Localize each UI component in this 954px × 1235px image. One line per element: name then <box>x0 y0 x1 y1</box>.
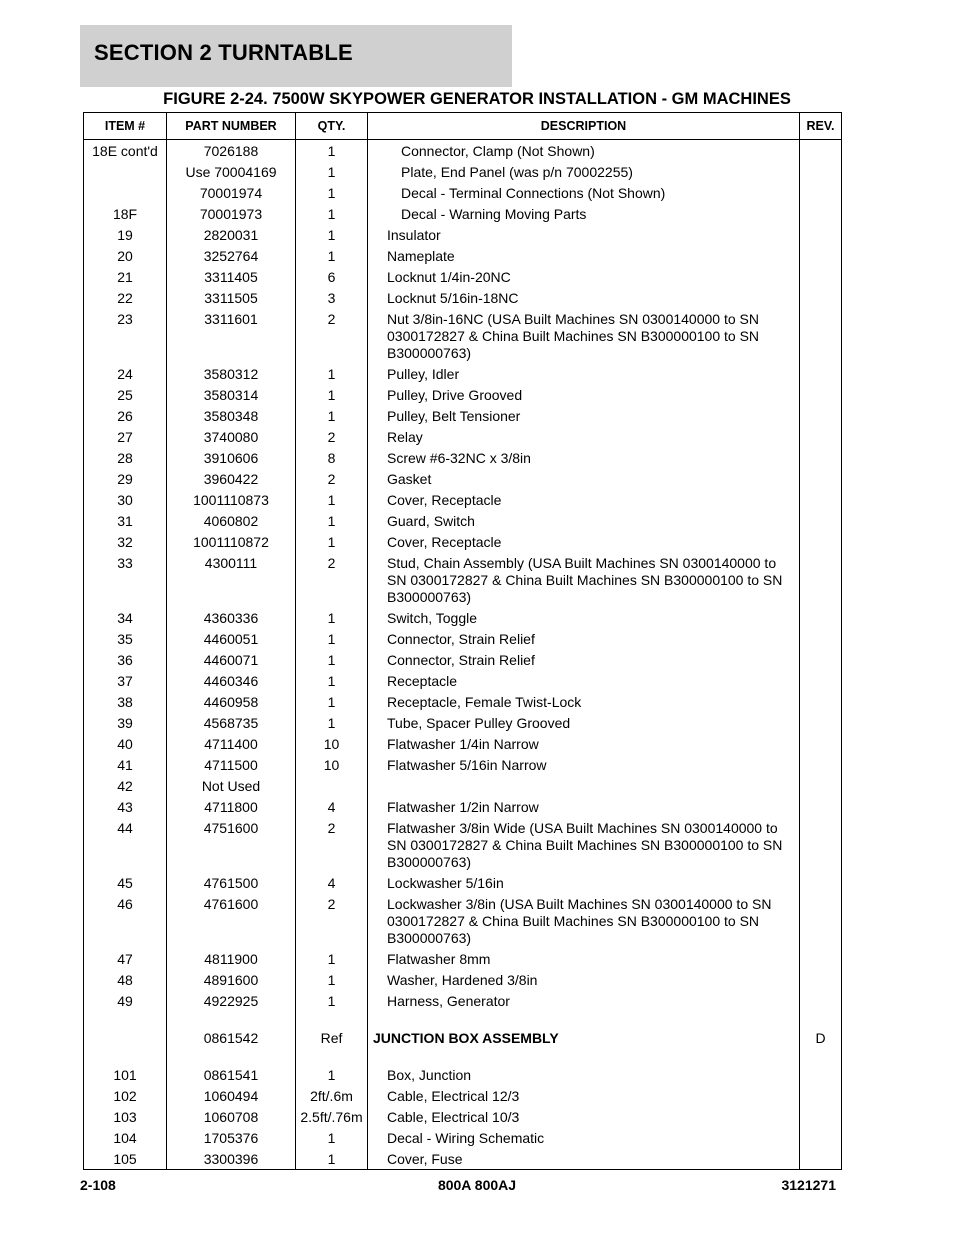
part-number-cell: 1060494 <box>167 1087 296 1108</box>
column-header-qty: QTY. <box>296 113 368 140</box>
item-number-cell: 40 <box>84 735 167 756</box>
qty-cell: 1 <box>296 533 368 554</box>
qty-cell: 2 <box>296 554 368 609</box>
qty-cell: 2 <box>296 310 368 365</box>
part-number-cell: 1060708 <box>167 1108 296 1129</box>
item-number-cell <box>84 184 167 205</box>
description-cell: Plate, End Panel (was p/n 70002255) <box>368 163 800 184</box>
item-number-cell: 20 <box>84 247 167 268</box>
table-row <box>84 992 842 1013</box>
item-number-cell: 37 <box>84 672 167 693</box>
rev-cell <box>800 756 842 777</box>
description-cell: Lockwasher 3/8in (USA Built Machines SN 0300140000 to SN 0300172827 & China Built Machines SN B300000100 to SN B300000763) <box>368 895 800 950</box>
qty-cell: 1 <box>296 609 368 630</box>
qty-cell: 1 <box>296 672 368 693</box>
qty-cell: 1 <box>296 386 368 407</box>
table-row <box>84 714 842 735</box>
part-number-cell: 4300111 <box>167 554 296 609</box>
part-number-cell: Not Used <box>167 777 296 798</box>
table-row <box>84 735 842 756</box>
spacer-cell <box>368 1013 800 1029</box>
spacer-row <box>84 1050 842 1066</box>
part-number-cell: 1001110872 <box>167 533 296 554</box>
table-row <box>84 140 842 164</box>
qty-cell: 1 <box>296 992 368 1013</box>
description-cell: Lockwasher 5/16in <box>368 874 800 895</box>
part-number-cell: 1001110873 <box>167 491 296 512</box>
item-number-cell: 103 <box>84 1108 167 1129</box>
part-number-cell: 4761600 <box>167 895 296 950</box>
item-number-cell: 104 <box>84 1129 167 1150</box>
item-number-cell: 26 <box>84 407 167 428</box>
description-cell: Locknut 5/16in-18NC <box>368 289 800 310</box>
spacer-cell <box>84 1050 167 1066</box>
description-cell: Connector, Strain Relief <box>368 651 800 672</box>
item-number-cell: 25 <box>84 386 167 407</box>
table-row <box>84 1087 842 1108</box>
item-number-cell: 21 <box>84 268 167 289</box>
table-row <box>84 651 842 672</box>
description-cell: Decal - Warning Moving Parts <box>368 205 800 226</box>
parts-table-body <box>84 140 842 1170</box>
description-cell: Cable, Electrical 12/3 <box>368 1087 800 1108</box>
spacer-row <box>84 1013 842 1029</box>
part-number-cell: 3910606 <box>167 449 296 470</box>
item-number-cell: 48 <box>84 971 167 992</box>
item-number-cell: 102 <box>84 1087 167 1108</box>
table-row <box>84 819 842 874</box>
table-row <box>84 693 842 714</box>
table-row <box>84 470 842 491</box>
page-number: 2-108 <box>80 1177 116 1193</box>
table-row <box>84 449 842 470</box>
qty-cell: 2 <box>296 819 368 874</box>
item-number-cell: 19 <box>84 226 167 247</box>
description-cell: Flatwasher 1/2in Narrow <box>368 798 800 819</box>
description-cell: Locknut 1/4in-20NC <box>368 268 800 289</box>
rev-cell <box>800 554 842 609</box>
description-cell: Cover, Fuse <box>368 1150 800 1170</box>
rev-cell <box>800 470 842 491</box>
item-number-cell: 27 <box>84 428 167 449</box>
part-number-cell: 2820031 <box>167 226 296 247</box>
rev-cell <box>800 163 842 184</box>
table-row <box>84 1108 842 1129</box>
description-cell: Harness, Generator <box>368 992 800 1013</box>
part-number-cell: 3960422 <box>167 470 296 491</box>
rev-cell <box>800 735 842 756</box>
part-number-cell: 3311405 <box>167 268 296 289</box>
description-cell: Cover, Receptacle <box>368 533 800 554</box>
part-number-cell: 70001974 <box>167 184 296 205</box>
qty-cell: 1 <box>296 651 368 672</box>
description-cell: Nut 3/8in-16NC (USA Built Machines SN 0300140000 to SN 0300172827 & China Built Machines SN B300000100 to SN B300000763) <box>368 310 800 365</box>
table-row <box>84 289 842 310</box>
table-row <box>84 428 842 449</box>
qty-cell: 1 <box>296 365 368 386</box>
column-header-rev: REV. <box>800 113 842 140</box>
part-number-cell: 4922925 <box>167 992 296 1013</box>
qty-cell: 1 <box>296 950 368 971</box>
part-number-cell: 4460051 <box>167 630 296 651</box>
table-header-row <box>84 113 842 140</box>
part-number-cell: 3311601 <box>167 310 296 365</box>
rev-cell <box>800 651 842 672</box>
qty-cell: 1 <box>296 630 368 651</box>
part-number-cell: 4891600 <box>167 971 296 992</box>
description-cell: Screw #6-32NC x 3/8in <box>368 449 800 470</box>
description-cell: Decal - Wiring Schematic <box>368 1129 800 1150</box>
description-cell: Flatwasher 5/16in Narrow <box>368 756 800 777</box>
rev-cell <box>800 1087 842 1108</box>
description-cell: Flatwasher 1/4in Narrow <box>368 735 800 756</box>
part-number-cell: 3580348 <box>167 407 296 428</box>
rev-cell <box>800 798 842 819</box>
item-number-cell: 45 <box>84 874 167 895</box>
qty-cell: 4 <box>296 874 368 895</box>
item-number-cell <box>84 1029 167 1050</box>
qty-cell: 3 <box>296 289 368 310</box>
part-number-cell: 3300396 <box>167 1150 296 1170</box>
description-cell: Relay <box>368 428 800 449</box>
part-number-cell: 4460071 <box>167 651 296 672</box>
description-cell: Pulley, Drive Grooved <box>368 386 800 407</box>
table-row <box>84 756 842 777</box>
table-row <box>84 1150 842 1170</box>
description-cell: Washer, Hardened 3/8in <box>368 971 800 992</box>
rev-cell <box>800 630 842 651</box>
figure-title: FIGURE 2-24. 7500W SKYPOWER GENERATOR INSTALLATION - GM MACHINES <box>163 90 791 108</box>
rev-cell <box>800 268 842 289</box>
rev-cell <box>800 365 842 386</box>
qty-cell: 1 <box>296 971 368 992</box>
rev-cell <box>800 672 842 693</box>
item-number-cell: 44 <box>84 819 167 874</box>
part-number-cell: 4711500 <box>167 756 296 777</box>
table-row <box>84 777 842 798</box>
table-row <box>84 950 842 971</box>
qty-cell: Ref <box>296 1029 368 1050</box>
qty-cell: 2 <box>296 470 368 491</box>
column-header-item: ITEM # <box>84 113 167 140</box>
spacer-cell <box>167 1013 296 1029</box>
item-number-cell: 34 <box>84 609 167 630</box>
rev-cell <box>800 533 842 554</box>
spacer-cell <box>84 1013 167 1029</box>
spacer-cell <box>800 1013 842 1029</box>
parts-table <box>83 112 842 1170</box>
rev-cell <box>800 609 842 630</box>
description-cell: Cable, Electrical 10/3 <box>368 1108 800 1129</box>
rev-cell <box>800 449 842 470</box>
rev-cell <box>800 777 842 798</box>
table-row <box>84 184 842 205</box>
part-number-cell: 7026188 <box>167 140 296 164</box>
part-number-cell: 4761500 <box>167 874 296 895</box>
table-row <box>84 533 842 554</box>
part-number-cell: 3580312 <box>167 365 296 386</box>
table-row <box>84 310 842 365</box>
table-row <box>84 205 842 226</box>
description-cell: Receptacle <box>368 672 800 693</box>
item-number-cell: 42 <box>84 777 167 798</box>
table-row <box>84 226 842 247</box>
qty-cell: 1 <box>296 512 368 533</box>
part-number-cell: 0861542 <box>167 1029 296 1050</box>
rev-cell <box>800 950 842 971</box>
table-row <box>84 491 842 512</box>
qty-cell: 1 <box>296 184 368 205</box>
description-cell: Pulley, Idler <box>368 365 800 386</box>
table-row <box>84 365 842 386</box>
table-row <box>84 163 842 184</box>
part-number-cell: 4751600 <box>167 819 296 874</box>
description-cell: Insulator <box>368 226 800 247</box>
qty-cell: 1 <box>296 714 368 735</box>
spacer-cell <box>800 1050 842 1066</box>
rev-cell <box>800 992 842 1013</box>
item-number-cell: 23 <box>84 310 167 365</box>
item-number-cell: 46 <box>84 895 167 950</box>
item-number-cell: 47 <box>84 950 167 971</box>
rev-cell <box>800 205 842 226</box>
item-number-cell: 18E cont'd <box>84 140 167 164</box>
rev-cell <box>800 289 842 310</box>
qty-cell: 8 <box>296 449 368 470</box>
table-row <box>84 672 842 693</box>
qty-cell: 6 <box>296 268 368 289</box>
description-cell: Flatwasher 8mm <box>368 950 800 971</box>
item-number-cell: 36 <box>84 651 167 672</box>
qty-cell: 1 <box>296 491 368 512</box>
item-number-cell: 30 <box>84 491 167 512</box>
qty-cell: 1 <box>296 1066 368 1087</box>
qty-cell: 2.5ft/.76m <box>296 1108 368 1129</box>
rev-cell <box>800 971 842 992</box>
table-row <box>84 874 842 895</box>
description-cell: Cover, Receptacle <box>368 491 800 512</box>
description-cell: Flatwasher 3/8in Wide (USA Built Machines SN 0300140000 to SN 0300172827 & China Built Machines SN B300000100 to SN B300000763) <box>368 819 800 874</box>
item-number-cell: 31 <box>84 512 167 533</box>
rev-cell <box>800 428 842 449</box>
spacer-cell <box>167 1050 296 1066</box>
part-number-cell: 3252764 <box>167 247 296 268</box>
item-number-cell <box>84 163 167 184</box>
table-row <box>84 1066 842 1087</box>
description-cell: Switch, Toggle <box>368 609 800 630</box>
qty-cell: 1 <box>296 205 368 226</box>
part-number-cell: 4711400 <box>167 735 296 756</box>
column-header-part-number: PART NUMBER <box>167 113 296 140</box>
item-number-cell: 22 <box>84 289 167 310</box>
part-number-cell: 3740080 <box>167 428 296 449</box>
rev-cell <box>800 1108 842 1129</box>
item-number-cell: 39 <box>84 714 167 735</box>
spacer-cell <box>296 1013 368 1029</box>
table-row <box>84 386 842 407</box>
qty-cell: 2ft/.6m <box>296 1087 368 1108</box>
qty-cell: 10 <box>296 756 368 777</box>
rev-cell <box>800 693 842 714</box>
table-row <box>84 895 842 950</box>
rev-cell <box>800 310 842 365</box>
part-number-cell: 4811900 <box>167 950 296 971</box>
table-row <box>84 1029 842 1050</box>
part-number-cell: 4360336 <box>167 609 296 630</box>
qty-cell: 1 <box>296 1129 368 1150</box>
rev-cell <box>800 184 842 205</box>
part-number-cell: 3580314 <box>167 386 296 407</box>
item-number-cell: 35 <box>84 630 167 651</box>
table-row <box>84 268 842 289</box>
description-cell: Connector, Clamp (Not Shown) <box>368 140 800 164</box>
rev-cell <box>800 491 842 512</box>
spacer-cell <box>368 1050 800 1066</box>
qty-cell: 2 <box>296 428 368 449</box>
description-cell: Receptacle, Female Twist-Lock <box>368 693 800 714</box>
model-label: 800A 800AJ <box>437 1177 517 1193</box>
qty-cell: 1 <box>296 693 368 714</box>
description-cell: Box, Junction <box>368 1066 800 1087</box>
part-number-cell: 1705376 <box>167 1129 296 1150</box>
description-cell: Stud, Chain Assembly (USA Built Machines SN 0300140000 to SN 0300172827 & China Built Machines SN B300000100 to SN B300000763) <box>368 554 800 609</box>
qty-cell <box>296 777 368 798</box>
rev-cell <box>800 819 842 874</box>
part-number-cell: 4460346 <box>167 672 296 693</box>
description-cell: Nameplate <box>368 247 800 268</box>
item-number-cell: 29 <box>84 470 167 491</box>
qty-cell: 1 <box>296 407 368 428</box>
description-cell: Connector, Strain Relief <box>368 630 800 651</box>
item-number-cell: 32 <box>84 533 167 554</box>
qty-cell: 1 <box>296 140 368 164</box>
description-cell: JUNCTION BOX ASSEMBLY <box>368 1029 800 1050</box>
rev-cell <box>800 140 842 164</box>
table-row <box>84 630 842 651</box>
item-number-cell: 101 <box>84 1066 167 1087</box>
rev-cell <box>800 512 842 533</box>
description-cell: Gasket <box>368 470 800 491</box>
rev-cell <box>800 1150 842 1170</box>
description-cell <box>368 777 800 798</box>
rev-cell <box>800 386 842 407</box>
item-number-cell: 24 <box>84 365 167 386</box>
qty-cell: 1 <box>296 247 368 268</box>
table-row <box>84 798 842 819</box>
section-title: SECTION 2 TURNTABLE <box>94 40 353 65</box>
rev-cell <box>800 895 842 950</box>
table-row <box>84 554 842 609</box>
rev-cell <box>800 1129 842 1150</box>
part-number-cell: Use 70004169 <box>167 163 296 184</box>
rev-cell <box>800 714 842 735</box>
table-row <box>84 971 842 992</box>
document-number: 3121271 <box>781 1177 836 1193</box>
table-row <box>84 1129 842 1150</box>
part-number-cell: 70001973 <box>167 205 296 226</box>
rev-cell <box>800 226 842 247</box>
table-row <box>84 609 842 630</box>
rev-cell: D <box>800 1029 842 1050</box>
table-row <box>84 247 842 268</box>
item-number-cell: 28 <box>84 449 167 470</box>
rev-cell <box>800 1066 842 1087</box>
qty-cell: 4 <box>296 798 368 819</box>
qty-cell: 2 <box>296 895 368 950</box>
rev-cell <box>800 407 842 428</box>
part-number-cell: 0861541 <box>167 1066 296 1087</box>
item-number-cell: 18F <box>84 205 167 226</box>
item-number-cell: 43 <box>84 798 167 819</box>
item-number-cell: 33 <box>84 554 167 609</box>
part-number-cell: 4060802 <box>167 512 296 533</box>
qty-cell: 1 <box>296 163 368 184</box>
qty-cell: 1 <box>296 226 368 247</box>
part-number-cell: 4568735 <box>167 714 296 735</box>
rev-cell <box>800 247 842 268</box>
item-number-cell: 105 <box>84 1150 167 1170</box>
rev-cell <box>800 874 842 895</box>
item-number-cell: 49 <box>84 992 167 1013</box>
description-cell: Pulley, Belt Tensioner <box>368 407 800 428</box>
spacer-cell <box>296 1050 368 1066</box>
part-number-cell: 3311505 <box>167 289 296 310</box>
table-row <box>84 512 842 533</box>
description-cell: Guard, Switch <box>368 512 800 533</box>
column-header-description: DESCRIPTION <box>368 113 800 140</box>
table-row <box>84 407 842 428</box>
qty-cell: 1 <box>296 1150 368 1170</box>
description-cell: Tube, Spacer Pulley Grooved <box>368 714 800 735</box>
item-number-cell: 41 <box>84 756 167 777</box>
item-number-cell: 38 <box>84 693 167 714</box>
part-number-cell: 4711800 <box>167 798 296 819</box>
qty-cell: 10 <box>296 735 368 756</box>
description-cell: Decal - Terminal Connections (Not Shown) <box>368 184 800 205</box>
part-number-cell: 4460958 <box>167 693 296 714</box>
